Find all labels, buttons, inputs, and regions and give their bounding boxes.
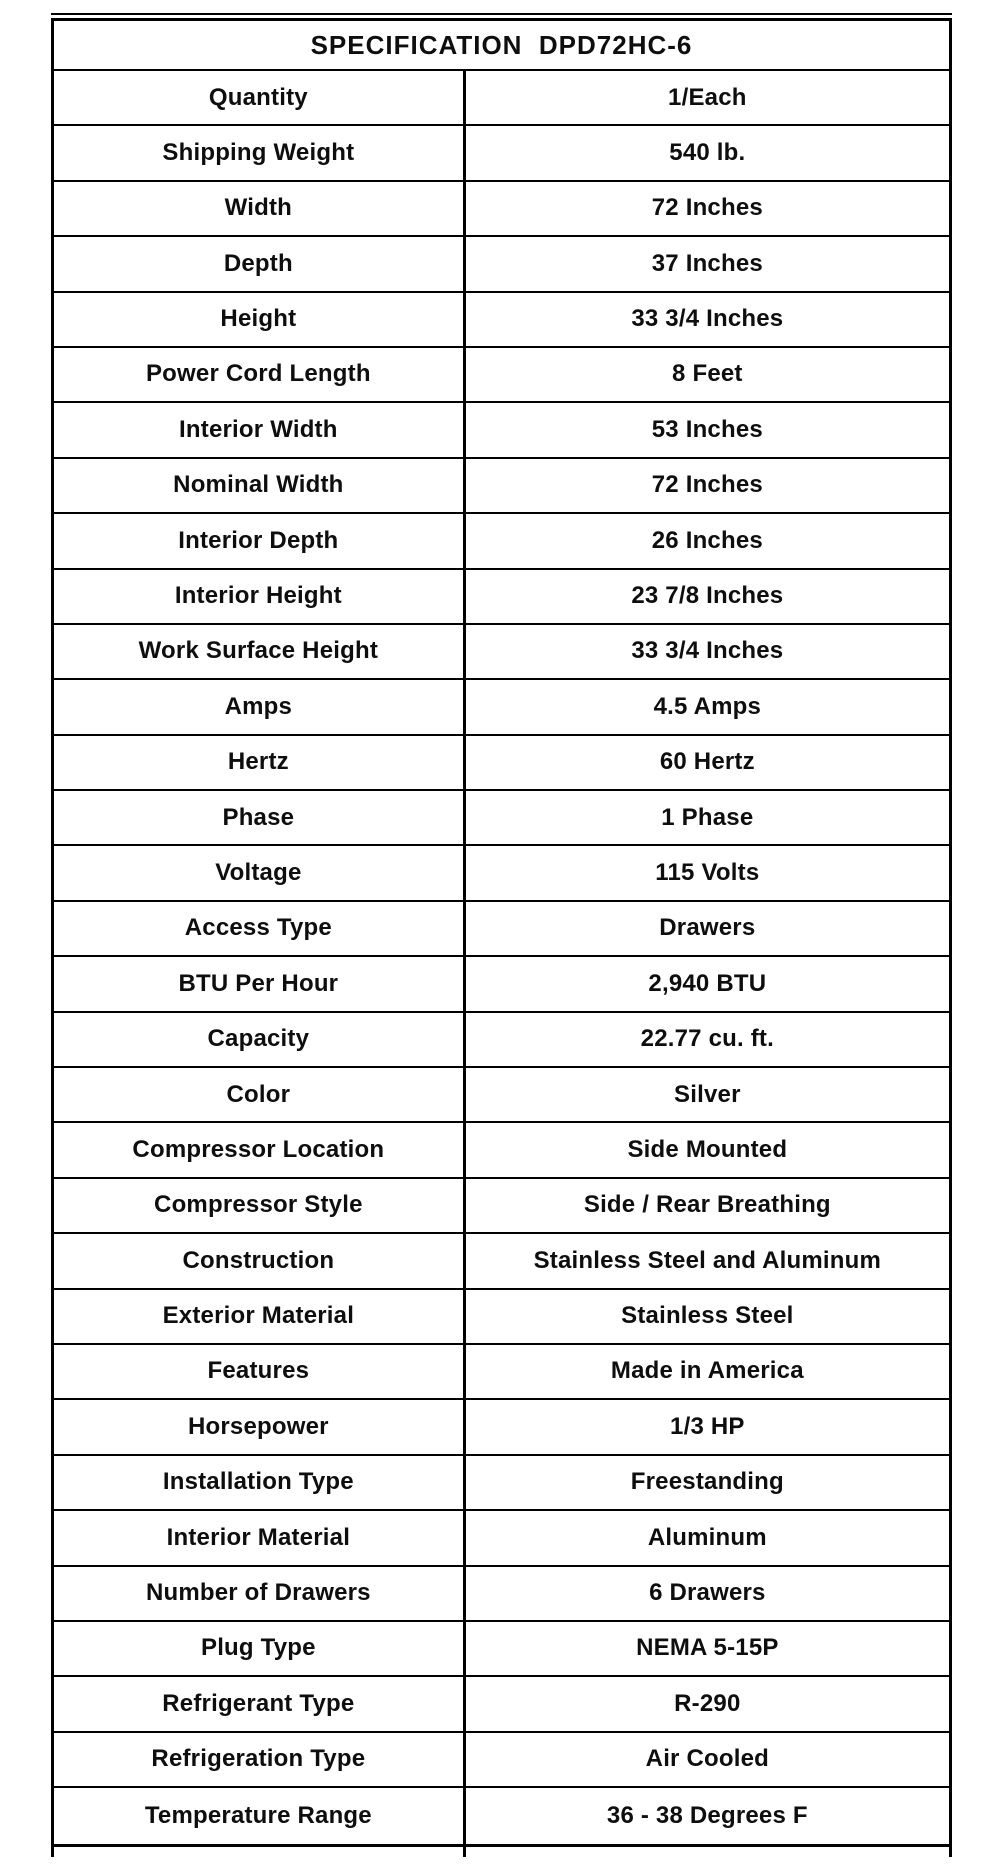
table-row — [54, 1068, 949, 1123]
spec-label: Height — [54, 293, 466, 346]
spec-label: Power Cord Length — [54, 348, 466, 401]
table-row — [54, 902, 949, 957]
table-row — [54, 459, 949, 514]
spec-label: Refrigerant Type — [54, 1677, 466, 1730]
spec-label: Compressor Style — [54, 1179, 466, 1232]
table-top-hairline — [51, 13, 952, 15]
table-row — [54, 126, 949, 181]
cutoff-next-row — [51, 1847, 952, 1857]
spec-label: Interior Height — [54, 570, 466, 623]
table-row — [54, 293, 949, 348]
table-row — [54, 1733, 949, 1788]
spec-value: 6 Drawers — [649, 1579, 766, 1607]
spec-label: BTU Per Hour — [54, 957, 466, 1010]
table-row — [54, 1788, 949, 1843]
spec-label: Interior Depth — [54, 514, 466, 567]
spec-label: Interior Width — [54, 403, 466, 456]
spec-value: 37 Inches — [651, 249, 763, 277]
spec-value: 72 Inches — [651, 194, 763, 222]
table-row — [54, 957, 949, 1012]
spec-label: Compressor Location — [54, 1123, 466, 1176]
spec-value: 115 Volts — [655, 858, 760, 886]
spec-value: Side / Rear Breathing — [583, 1191, 831, 1219]
spec-label: Color — [54, 1068, 466, 1121]
table-body — [54, 71, 949, 1844]
spec-value: Air Cooled — [645, 1745, 769, 1773]
spec-value: 33 3/4 Inches — [631, 637, 784, 665]
table-row — [54, 736, 949, 791]
table-row — [54, 348, 949, 403]
table-row — [54, 1345, 949, 1400]
table-row — [54, 182, 949, 237]
spec-label: Work Surface Height — [54, 625, 466, 678]
spec-value: Aluminum — [647, 1523, 767, 1551]
table-row — [54, 680, 949, 735]
spec-label: Construction — [54, 1234, 466, 1287]
spec-table-border-box — [51, 18, 952, 1847]
spec-value: 4.5 Amps — [653, 692, 762, 720]
spec-label: Capacity — [54, 1013, 466, 1066]
spec-label: Installation Type — [54, 1456, 466, 1509]
table-row — [54, 1234, 949, 1289]
spec-value: 53 Inches — [651, 415, 763, 443]
spec-label: Depth — [54, 237, 466, 290]
spec-label: Horsepower — [54, 1400, 466, 1453]
table-row — [54, 1013, 949, 1068]
table-row — [54, 1400, 949, 1455]
spec-label: Features — [54, 1345, 466, 1398]
table-row — [54, 403, 949, 458]
table-row — [54, 1567, 949, 1622]
spec-value: 26 Inches — [651, 526, 763, 554]
table-row — [54, 1179, 949, 1234]
spec-value: 33 3/4 Inches — [631, 305, 784, 333]
spec-value: 72 Inches — [651, 471, 763, 499]
table-row — [54, 1677, 949, 1732]
table-row — [54, 625, 949, 680]
spec-value: Drawers — [659, 914, 756, 942]
cutoff-row-divider — [54, 1847, 466, 1857]
table-header-row — [54, 21, 949, 71]
spec-value: 2,940 BTU — [648, 969, 767, 997]
spec-value: Stainless Steel — [621, 1302, 794, 1330]
spec-table — [51, 13, 952, 1857]
spec-label: Nominal Width — [54, 459, 466, 512]
table-row — [54, 570, 949, 625]
table-row — [54, 514, 949, 569]
table-row — [54, 237, 949, 292]
spec-value: Made in America — [610, 1357, 804, 1385]
spec-value: Freestanding — [630, 1468, 784, 1496]
spec-label: Hertz — [54, 736, 466, 789]
spec-value: Silver — [674, 1080, 741, 1108]
spec-label: Amps — [54, 680, 466, 733]
spec-label: Voltage — [54, 846, 466, 899]
spec-value: R-290 — [674, 1689, 741, 1717]
spec-label: Refrigeration Type — [54, 1733, 466, 1786]
table-row — [54, 1290, 949, 1345]
spec-value: NEMA 5-15P — [636, 1634, 779, 1662]
spec-value: 540 lb. — [669, 138, 746, 166]
spec-label: Exterior Material — [54, 1290, 466, 1343]
spec-value: 8 Feet — [672, 360, 743, 388]
spec-value: 1/3 HP — [670, 1412, 745, 1440]
spec-label: Number of Drawers — [54, 1567, 466, 1620]
spec-label: Plug Type — [54, 1622, 466, 1675]
spec-value: Stainless Steel and Aluminum — [533, 1246, 882, 1274]
spec-value: 60 Hertz — [659, 748, 755, 776]
table-row — [54, 71, 949, 126]
spec-value: 23 7/8 Inches — [631, 582, 784, 610]
spec-value: 22.77 cu. ft. — [640, 1025, 774, 1053]
spec-label: Width — [54, 182, 466, 235]
spec-label: Phase — [54, 791, 466, 844]
spec-label: Temperature Range — [54, 1788, 466, 1843]
spec-value: Side Mounted — [627, 1135, 788, 1163]
spec-label: Access Type — [54, 902, 466, 955]
spec-label: Interior Material — [54, 1511, 466, 1564]
table-row — [54, 1511, 949, 1566]
table-title: SPECIFICATION DPD72HC-6 — [310, 29, 693, 60]
table-row — [54, 1456, 949, 1511]
table-row — [54, 1622, 949, 1677]
spec-value: 1/Each — [668, 83, 747, 111]
spec-value: 1 Phase — [661, 803, 754, 831]
spec-label: Quantity — [54, 71, 466, 124]
table-row — [54, 846, 949, 901]
table-row — [54, 791, 949, 846]
table-row — [54, 1123, 949, 1178]
spec-value: 36 - 38 Degrees F — [606, 1801, 808, 1829]
spec-label: Shipping Weight — [54, 126, 466, 179]
